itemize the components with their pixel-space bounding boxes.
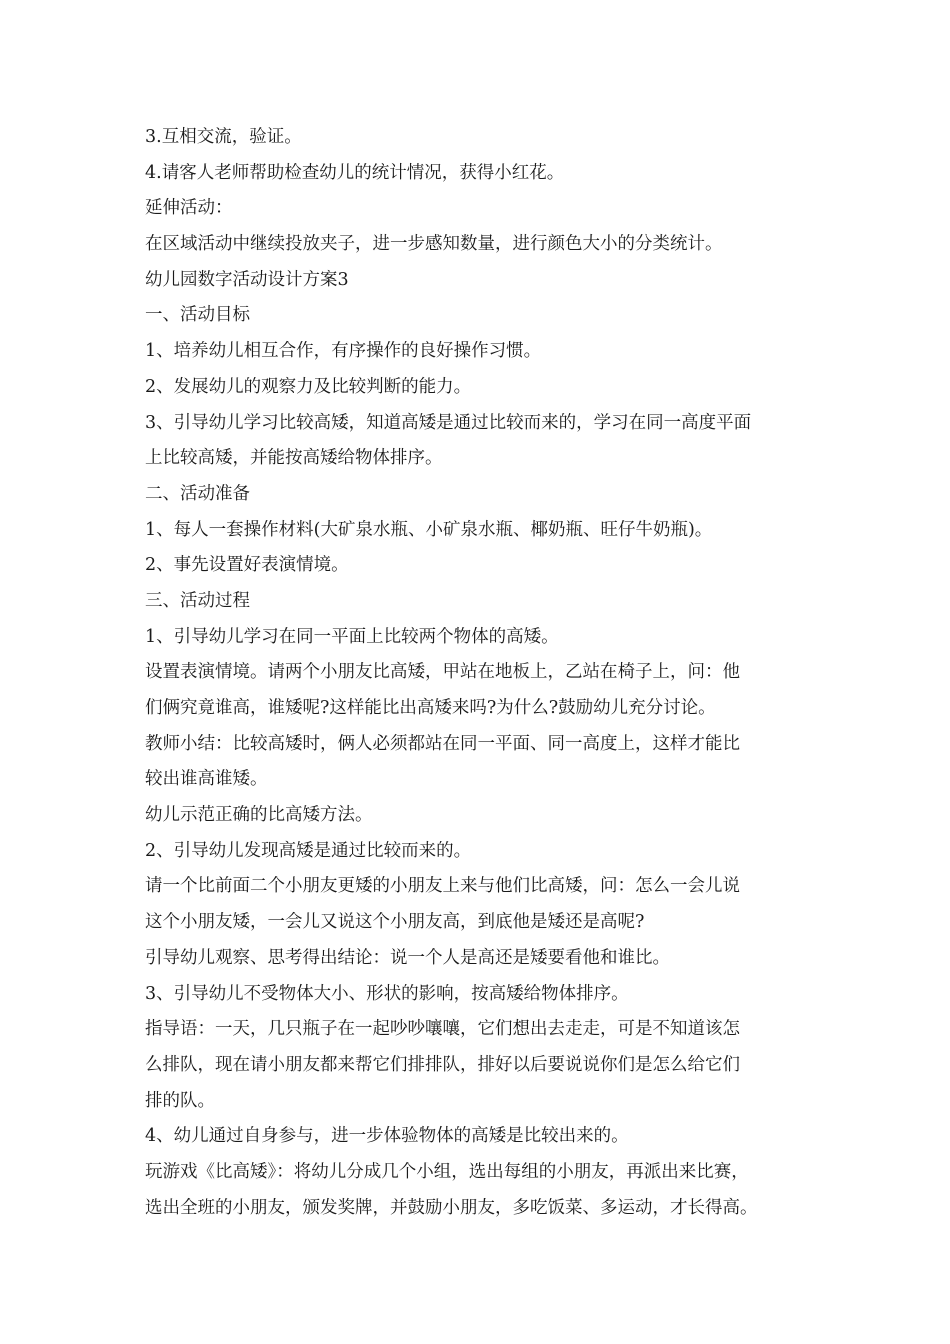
text-line: 2、引导幼儿发现高矮是通过比较而来的。 — [145, 840, 472, 861]
document-body — [145, 120, 825, 1226]
text-line: 上比较高矮，并能按高矮给物体排序。 — [145, 448, 443, 469]
text-line: 3.互相交流，验证。 — [145, 127, 302, 147]
text-line: 4.请客人老师帮助检查幼儿的统计情况，获得小红花。 — [145, 162, 565, 183]
text-line: 延伸活动： — [145, 198, 233, 219]
text-line: 2、发展幼儿的观察力及比较判断的能力。 — [145, 376, 472, 397]
text-line: 选出全班的小朋友，颁发奖牌，并鼓励小朋友，多吃饭菜、多运动，才长得高。 — [145, 1197, 758, 1218]
text-line: 教师小结：比较高矮时，俩人必须都站在同一平面、同一高度上，这样才能比 — [145, 733, 740, 754]
text-line: 玩游戏《比高矮》：将幼儿分成几个小组，选出每组的小朋友，再派出来比赛， — [145, 1161, 749, 1182]
text-line: 1、每人一套操作材料(大矿泉水瓶、小矿泉水瓶、椰奶瓶、旺仔牛奶瓶)。 — [145, 519, 713, 540]
text-line: 一、活动目标 — [145, 305, 250, 326]
text-line: 3、引导幼儿学习比较高矮，知道高矮是通过比较而来的，学习在同一高度平面 — [145, 412, 752, 433]
text-line: 1、引导幼儿学习在同一平面上比较两个物体的高矮。 — [145, 626, 559, 647]
text-line: 设置表演情境。请两个小朋友比高矮，甲站在地板上，乙站在椅子上，问：他 — [145, 662, 740, 683]
text-line: 1、培养幼儿相互合作，有序操作的良好操作习惯。 — [145, 341, 542, 362]
text-line: 这个小朋友矮，一会儿又说这个小朋友高，到底他是矮还是高呢? — [145, 912, 645, 933]
text-line: 在区域活动中继续投放夹子，进一步感知数量，进行颜色大小的分类统计。 — [145, 234, 723, 255]
text-line: 请一个比前面二个小朋友更矮的小朋友上来与他们比高矮，问：怎么一会儿说 — [145, 876, 740, 897]
text-line: 指导语：一天，几只瓶子在一起吵吵嚷嚷，它们想出去走走，可是不知道该怎 — [145, 1019, 740, 1040]
text-line: 么排队，现在请小朋友都来帮它们排排队，排好以后要说说你们是怎么给它们 — [145, 1054, 740, 1075]
text-line: 二、活动准备 — [145, 483, 250, 504]
text-line: 幼儿园数字活动设计方案3 — [145, 269, 349, 290]
text-line: 引导幼儿观察、思考得出结论：说一个人是高还是矮要看他和谁比。 — [145, 947, 670, 968]
text-line: 排的队。 — [145, 1090, 215, 1111]
text-line: 4、幼儿通过自身参与，进一步体验物体的高矮是比较出来的。 — [145, 1126, 629, 1147]
text-line: 三、活动过程 — [145, 590, 250, 611]
text-line: 2、事先设置好表演情境。 — [145, 555, 349, 576]
text-line: 们俩究竟谁高，谁矮呢?这样能比出高矮来吗?为什么?鼓励幼儿充分讨论。 — [145, 698, 716, 718]
text-line: 幼儿示范正确的比高矮方法。 — [145, 805, 373, 826]
text-line: 较出谁高谁矮。 — [145, 769, 268, 790]
text-line: 3、引导幼儿不受物体大小、形状的影响，按高矮给物体排序。 — [145, 983, 629, 1004]
